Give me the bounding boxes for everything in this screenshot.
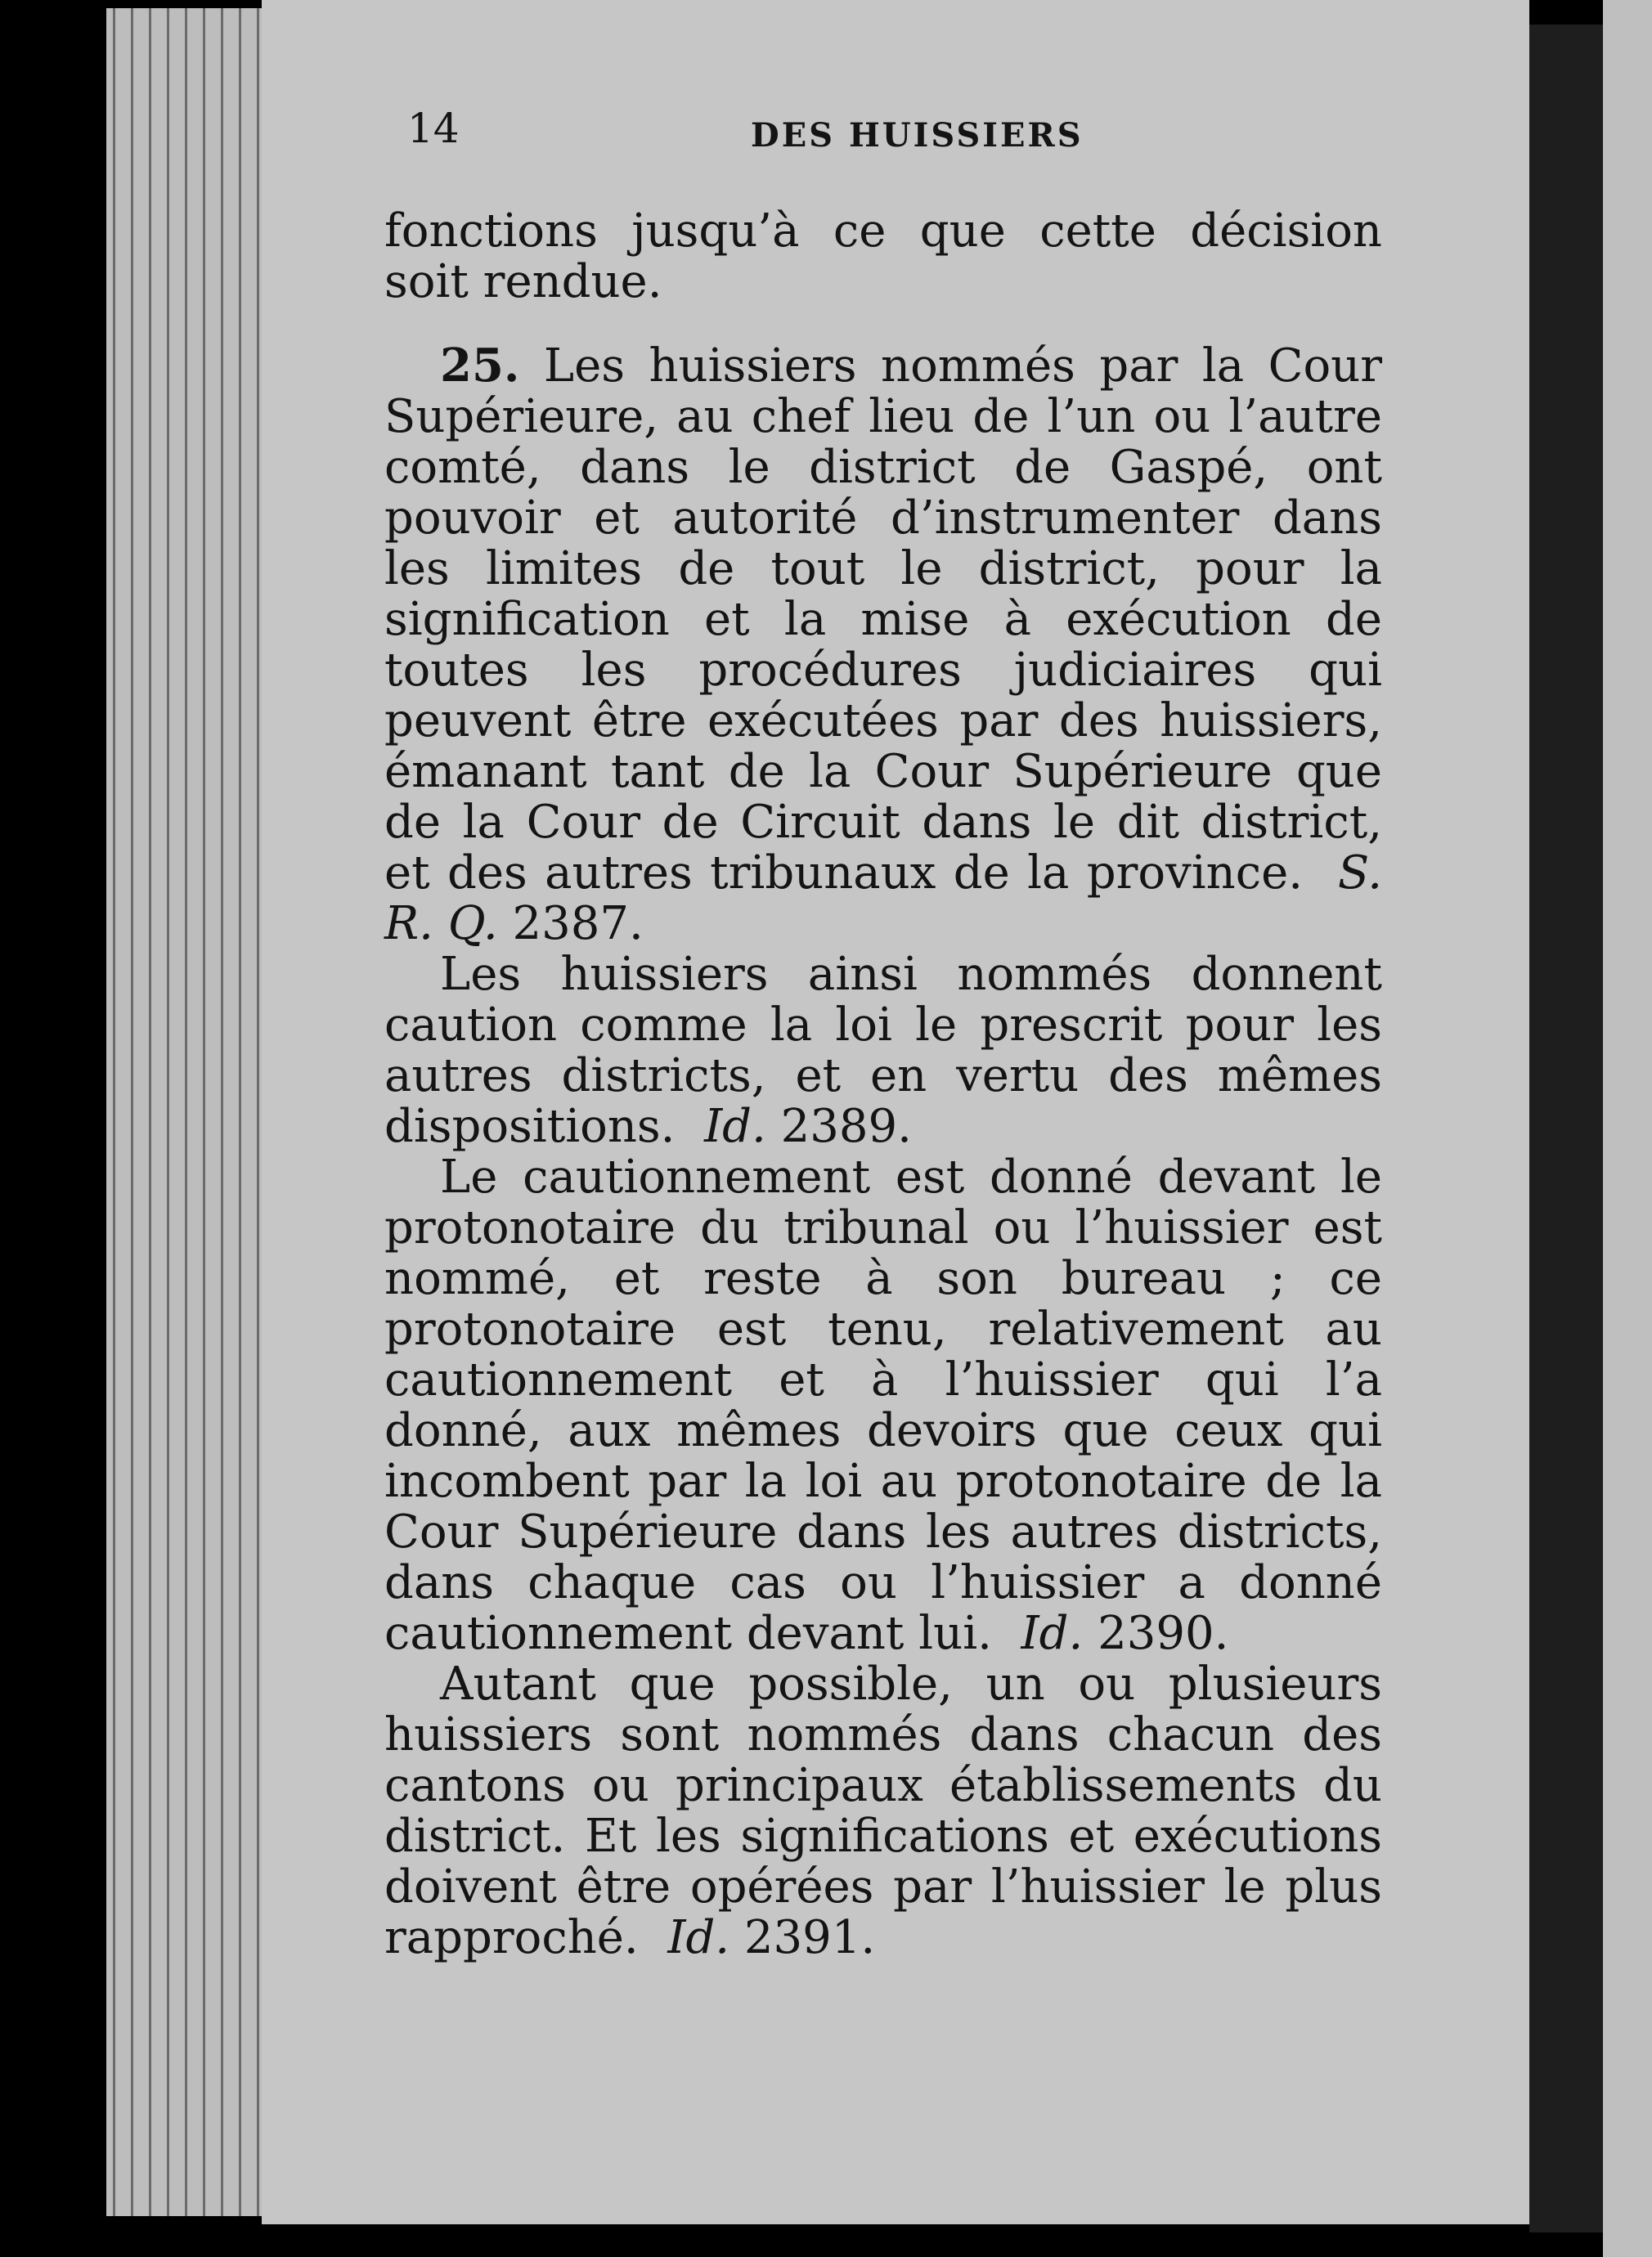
page-edges — [106, 8, 274, 2216]
facing-page-edge — [1603, 0, 1652, 2257]
paragraph-continuation: fonctions jusqu’à ce que cette décision soit rendue. — [384, 204, 1382, 308]
citation: Id. — [1021, 1607, 1084, 1660]
paragraph-article-25: 25. Les huissiers nommés par la Cour Supérieure, au chef lieu de l’un ou l’autre comté, dans le district de Gaspé, ont pouvoir et autorité d’instrumenter dans les limites de tout le district, pour la signification et la mise à exécution de toutes les procédures judiciaires qui peuvent être exécutées par des huissiers, émanant tant de la Cour Supérieure que de la Cour de Circuit dans le dit district, et des autres tribunaux de la province. S. R. Q. 2387. — [384, 339, 1382, 950]
page-number: 14 — [407, 105, 460, 152]
citation: Id. — [667, 1911, 730, 1964]
paragraph-caution: Les huissiers ainsi nommés donnent caution comme la loi le prescrit pour les autres districts, et en vertu des mêmes dispositions. Id. 2389. — [384, 948, 1382, 1153]
body-text — [384, 206, 1382, 1963]
citation: Id. — [704, 1100, 766, 1153]
citation: S. R. Q. — [384, 846, 1382, 950]
paragraph-cautionnement: Le cautionnement est donné devant le protonotaire du tribunal ou l’huissier est nommé, et reste à son bureau ; ce protonotaire est tenu, relativement au cautionnement et à l’huissier qui l’a donné, aux mêmes devoirs que ceux qui incombent par la loi au protonotaire de la Cour Supérieure dans les autres districts, dans chaque cas ou l’huissier a donné cautionnement devant lui. Id. 2390. — [384, 1151, 1382, 1660]
book-spine — [1529, 25, 1603, 2232]
paragraph-nominations: Autant que possible, un ou plusieurs huissiers sont nommés dans chacun des cantons ou principaux établissements du district. Et les significations et exécutions doivent être opérées par l’huissier le plus rapproché. Id. 2391. — [384, 1658, 1382, 1964]
page-header — [407, 105, 1372, 162]
running-head: DES HUISSIERS — [751, 116, 1084, 155]
article-number: 25. — [440, 339, 520, 393]
